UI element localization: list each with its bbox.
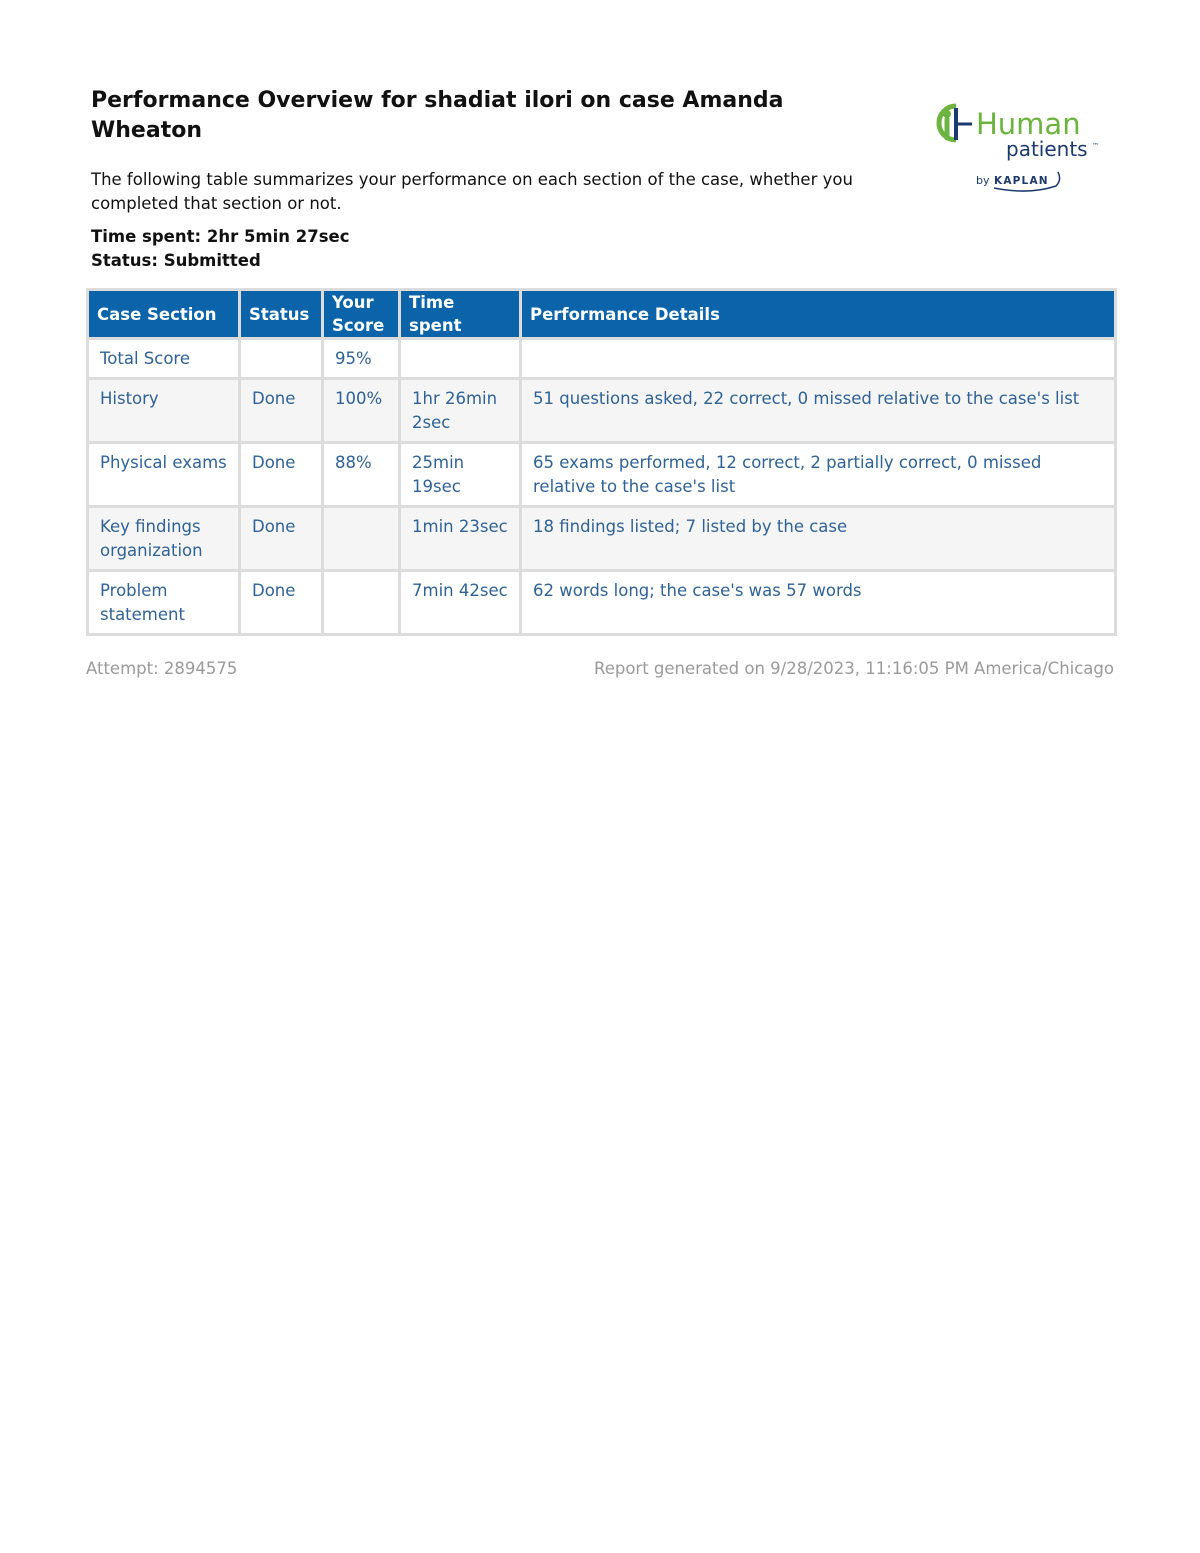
cell-section: History	[88, 379, 240, 443]
person-icon	[939, 106, 972, 140]
logo-brand-kaplan: KAPLAN	[994, 175, 1049, 187]
table-header-row	[88, 290, 1116, 339]
cell-status: Done	[240, 443, 323, 507]
cell-time: 1hr 26min 2sec	[400, 379, 521, 443]
column-header-your-score: Your Score	[323, 290, 400, 339]
logo-word-patients: patients	[1006, 137, 1088, 161]
cell-status: Done	[240, 571, 323, 635]
summary-meta	[91, 225, 350, 273]
page-title: Performance Overview for shadiat ilori on case Amanda Wheaton	[91, 88, 784, 143]
column-header-status: Status	[240, 290, 323, 339]
table-row	[88, 339, 1116, 379]
column-header-performance-details: Performance Details	[521, 290, 1116, 339]
table-row	[88, 443, 1116, 507]
cell-score: 95%	[323, 339, 400, 379]
cell-section: Key findings organization	[88, 507, 240, 571]
logo-trademark: ™	[1092, 142, 1099, 150]
submission-status: Status: Submitted	[91, 251, 261, 270]
cell-time: 7min 42sec	[400, 571, 521, 635]
attempt-id: Attempt: 2894575	[86, 659, 238, 678]
cell-section: Physical exams	[88, 443, 240, 507]
table-row	[88, 571, 1116, 635]
logo-by: by	[976, 174, 990, 187]
column-header-time-spent: Time spent	[400, 290, 521, 339]
cell-status: Done	[240, 379, 323, 443]
cell-score	[323, 507, 400, 571]
cell-score	[323, 571, 400, 635]
table-row	[88, 379, 1116, 443]
cell-section: Total Score	[88, 339, 240, 379]
cell-status: Done	[240, 507, 323, 571]
cell-details	[521, 339, 1116, 379]
cell-score: 100%	[323, 379, 400, 443]
cell-section: Problem statement	[88, 571, 240, 635]
time-spent-total: Time spent: 2hr 5min 27sec	[91, 227, 350, 246]
cell-details: 65 exams performed, 12 correct, 2 partially correct, 0 missed relative to the case's list	[521, 443, 1116, 507]
cell-details: 18 findings listed; 7 listed by the case	[521, 507, 1116, 571]
table-row	[88, 507, 1116, 571]
logo-word-human: Human	[976, 107, 1081, 141]
cell-time: 25min 19sec	[400, 443, 521, 507]
cell-status	[240, 339, 323, 379]
cell-time: 1min 23sec	[400, 507, 521, 571]
cell-time	[400, 339, 521, 379]
performance-table	[86, 288, 1117, 636]
ihuman-patients-logo	[934, 100, 1104, 196]
cell-details: 51 questions asked, 22 correct, 0 missed relative to the case's list	[521, 379, 1116, 443]
column-header-case-section: Case Section	[88, 290, 240, 339]
report-generated-timestamp: Report generated on 9/28/2023, 11:16:05 PM America/Chicago	[593, 659, 1114, 678]
cell-details: 62 words long; the case's was 57 words	[521, 571, 1116, 635]
cell-score: 88%	[323, 443, 400, 507]
intro-text: The following table summarizes your performance on each section of the case, whether you completed that section or not.	[91, 170, 853, 213]
